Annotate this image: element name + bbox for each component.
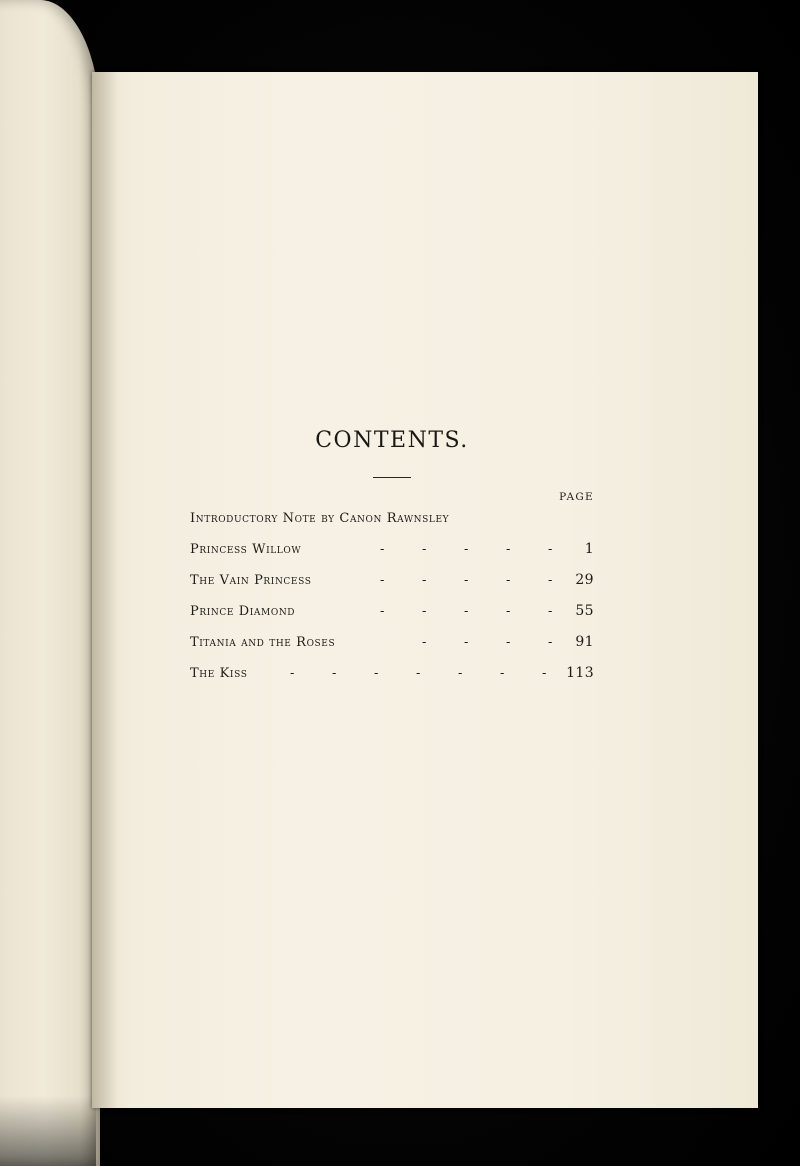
left-page-shadow — [0, 1096, 96, 1166]
left-page — [0, 0, 100, 1166]
entry-title: The Vain Princess — [190, 573, 312, 588]
entry-title: Introductory Note by Canon Rawnsley — [190, 511, 450, 526]
toc-entry-introductory-note — [190, 503, 594, 534]
toc-entry-the-kiss — [190, 658, 594, 689]
toc-entry-vain-princess — [190, 565, 594, 596]
entry-title: Prince Diamond — [190, 604, 296, 619]
toc-entry-titania-roses — [190, 627, 594, 658]
entry-leader: - - - - - - - — [290, 666, 547, 681]
contents-page — [92, 72, 758, 1108]
title-rule — [373, 477, 411, 478]
toc-entry-princess-willow — [190, 534, 594, 565]
entry-leader: - - - - - — [380, 573, 553, 588]
entry-leader: - - - - - — [380, 604, 553, 619]
entry-title: Princess Willow — [190, 542, 302, 557]
entry-page-number: 91 — [575, 634, 594, 650]
entry-leader: - - - - - — [380, 542, 553, 557]
entry-page-number: 1 — [584, 541, 594, 557]
page-column-heading: PAGE — [559, 491, 594, 503]
entry-title: The Kiss — [190, 666, 248, 681]
entry-page-number: 29 — [575, 572, 594, 588]
gutter-shadow — [92, 72, 118, 1108]
entry-page-number: 55 — [575, 603, 594, 619]
table-of-contents — [190, 428, 594, 689]
entry-page-number: 113 — [566, 665, 594, 681]
contents-title: CONTENTS. — [315, 428, 469, 453]
toc-entry-prince-diamond — [190, 596, 594, 627]
entry-title: Titania and the Roses — [190, 635, 336, 650]
entry-leader: - - - - — [422, 635, 553, 650]
